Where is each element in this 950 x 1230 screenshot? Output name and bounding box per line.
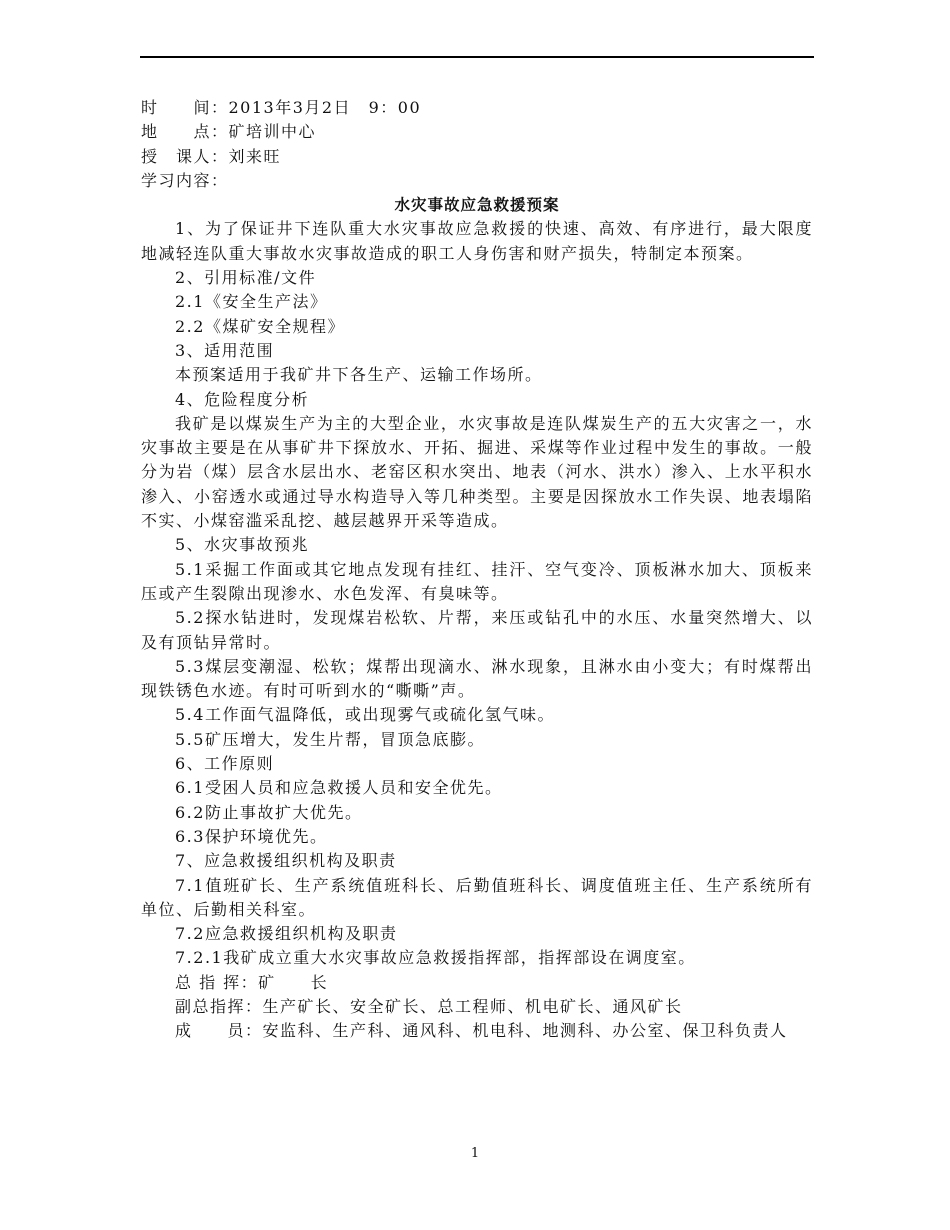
paragraph: 总 指 挥：矿 长 xyxy=(175,972,329,992)
paragraph: 1、为了保证井下连队重大水灾事故应急救援的快速、高效、有序进行，最大限度地减轻连队重大事故水灾事故造成的职工人身伤害和财产损失，特制定本预案。 xyxy=(141,219,813,263)
list-item: 2.2《煤矿安全规程》 xyxy=(175,316,345,336)
section-heading: 6、工作原则 xyxy=(175,754,275,774)
meta-time: 时 间：2013年3月2日 9：00 xyxy=(141,98,422,117)
list-item: 6.3保护环境优先。 xyxy=(175,826,328,846)
paragraph: 7.1值班矿长、生产系统值班科长、后勤值班科长、调度值班主任、生产系统所有单位、后勤相关科室。 xyxy=(141,875,813,919)
document-body xyxy=(141,96,813,1044)
paragraph: 副总指挥：生产矿长、安全矿长、总工程师、机电矿长、通风矿长 xyxy=(175,996,683,1016)
list-item: 6.2防止事故扩大优先。 xyxy=(175,802,363,822)
paragraph: 5.1采掘工作面或其它地点发现有挂红、挂汗、空气变冷、顶板淋水加大、顶板来压或产生裂隙出现渗水、水色发浑、有臭味等。 xyxy=(141,559,813,603)
meta-place: 地 点：矿培训中心 xyxy=(141,122,317,142)
document-title: 水灾事故应急救援预案 xyxy=(394,196,560,215)
list-item: 2.1《安全生产法》 xyxy=(175,292,328,312)
paragraph: 成 员：安监科、生产科、通风科、机电科、地测科、办公室、保卫科负责人 xyxy=(175,1021,788,1041)
meta-lecturer: 授 课人：刘来旺 xyxy=(141,146,282,166)
paragraph: 5.2探水钻进时，发现煤岩松软、片帮，来压或钻孔中的水压、水量突然增大、以及有顶钻异常时。 xyxy=(141,608,813,652)
page-number: 1 xyxy=(470,1146,480,1161)
meta-content-label: 学习内容： xyxy=(141,170,229,190)
list-item: 6.1受困人员和应急救援人员和安全优先。 xyxy=(175,778,503,798)
paragraph: 7.2.1我矿成立重大水灾事故应急救援指挥部，指挥部设在调度室。 xyxy=(175,948,696,968)
paragraph: 我矿是以煤炭生产为主的大型企业，水灾事故是连队煤炭生产的五大灾害之一，水灾事故主要是在从事矿井下探放水、开拓、掘进、采煤等作业过程中发生的事故。一般分为岩（煤）层含水层出水、老窑区积水突出、地表（河水、洪水）渗入、上水平积水渗入、小窑透水或通过导水构造导入等几种类型。主要是因探放水工作失误、地表塌陷不实、小煤窑滥采乱挖、越层越界开采等造成。 xyxy=(141,413,813,531)
paragraph: 5.3煤层变潮湿、松软；煤帮出现滴水、淋水现象，且淋水由小变大；有时煤帮出现铁锈色水迹。有时可听到水的“嘶嘶”声。 xyxy=(141,656,813,701)
section-heading: 5、水灾事故预兆 xyxy=(175,535,310,555)
section-heading: 4、危险程度分析 xyxy=(175,389,310,409)
section-heading: 3、适用范围 xyxy=(175,340,275,360)
header-rule xyxy=(140,56,814,58)
section-heading: 7.2应急救援组织机构及职责 xyxy=(175,924,398,944)
section-heading: 2、引用标准/文件 xyxy=(175,268,317,288)
section-heading: 7、应急救援组织机构及职责 xyxy=(175,851,397,871)
paragraph: 本预案适用于我矿井下各生产、运输工作场所。 xyxy=(175,365,543,385)
paragraph: 5.4工作面气温降低，或出现雾气或硫化氢气味。 xyxy=(175,705,555,725)
paragraph: 5.5矿压增大，发生片帮，冒顶急底膨。 xyxy=(175,729,485,749)
